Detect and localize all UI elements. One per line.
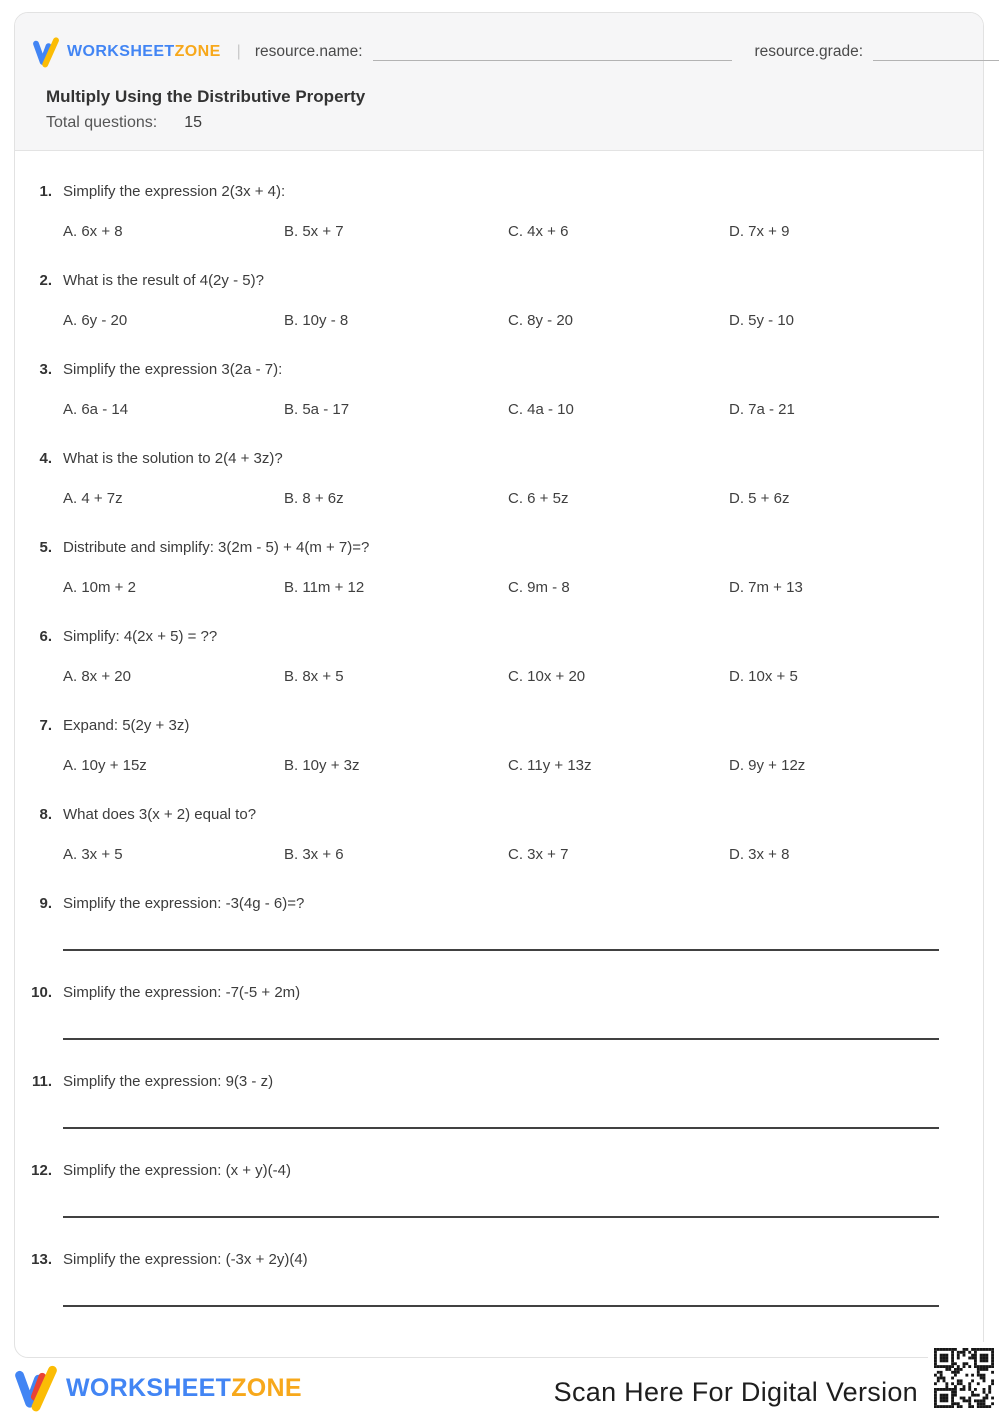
answer-option[interactable]: B. 10y + 3z [284, 757, 360, 774]
question-row [15, 538, 983, 558]
questions-list [15, 151, 983, 1307]
question-row [15, 716, 983, 736]
footer-brand [13, 1364, 302, 1412]
question-row [15, 894, 983, 914]
options-row [63, 311, 953, 331]
answer-option[interactable]: D. 3x + 8 [729, 846, 790, 863]
question-block [15, 894, 983, 951]
question-row [15, 1161, 983, 1181]
answer-line[interactable] [63, 949, 939, 951]
options-row [63, 489, 953, 509]
question-text: What is the result of 4(2y - 5)? [63, 272, 264, 289]
answer-option[interactable]: C. 4x + 6 [508, 223, 569, 240]
question-row [15, 1250, 983, 1270]
question-block [15, 983, 983, 1040]
question-block [15, 182, 983, 242]
answer-option[interactable]: C. 4a - 10 [508, 401, 574, 418]
answer-option[interactable]: A. 10y + 15z [63, 757, 147, 774]
answer-option[interactable]: A. 4 + 7z [63, 490, 123, 507]
answer-option[interactable]: D. 7a - 21 [729, 401, 795, 418]
answer-option[interactable]: B. 10y - 8 [284, 312, 349, 329]
worksheetzone-logo-icon [31, 36, 61, 68]
answer-option[interactable]: A. 3x + 5 [63, 846, 123, 863]
question-block [15, 271, 983, 331]
answer-option[interactable]: A. 8x + 20 [63, 668, 131, 685]
question-text: What does 3(x + 2) equal to? [63, 806, 257, 823]
worksheet-title: Multiply Using the Distributive Property [46, 87, 366, 106]
question-row [15, 1072, 983, 1092]
answer-line[interactable] [63, 1305, 939, 1307]
answer-line[interactable] [63, 1216, 939, 1218]
answer-option[interactable]: C. 8y - 20 [508, 312, 574, 329]
resource-name-blank[interactable] [373, 60, 733, 61]
options-row [63, 845, 953, 865]
question-block [15, 716, 983, 776]
question-number: 4. [39, 450, 52, 467]
question-text: What is the solution to 2(4 + 3z)? [63, 450, 283, 467]
question-text: Simplify the expression: 9(3 - z) [63, 1073, 274, 1090]
brand-worksheet: WORKSHEET [67, 43, 175, 60]
answer-option[interactable]: B. 3x + 6 [284, 846, 344, 863]
answer-option[interactable]: A. 6x + 8 [63, 223, 123, 240]
total-questions-value: 15 [184, 114, 202, 131]
resource-grade-blank[interactable] [873, 60, 999, 61]
question-block [15, 538, 983, 598]
total-questions [46, 114, 967, 132]
question-number: 7. [39, 717, 52, 734]
worksheetzone-brand [31, 36, 221, 68]
options-row [63, 578, 953, 598]
answer-option[interactable]: A. 6y - 20 [63, 312, 128, 329]
brand-text [67, 43, 221, 61]
question-number: 5. [39, 539, 52, 556]
question-row [15, 360, 983, 380]
question-row [15, 983, 983, 1003]
question-block [15, 1072, 983, 1129]
question-text: Expand: 5(2y + 3z) [63, 717, 190, 734]
answer-option[interactable]: D. 5 + 6z [729, 490, 790, 507]
question-block [15, 1161, 983, 1218]
card-header [15, 13, 983, 151]
question-number: 12. [31, 1162, 52, 1179]
resource-name-label: resource.name: [254, 43, 363, 60]
resource-grade-label: resource.grade: [754, 43, 863, 60]
answer-option[interactable]: A. 10m + 2 [63, 579, 136, 596]
question-number: 6. [39, 628, 52, 645]
options-row [63, 667, 953, 687]
scan-here-text: Scan Here For Digital Version [553, 1377, 918, 1407]
question-number: 10. [31, 984, 52, 1001]
question-block [15, 1250, 983, 1307]
options-row [63, 756, 953, 776]
qr-code [928, 1342, 1000, 1414]
answer-option[interactable]: C. 10x + 20 [508, 668, 586, 685]
question-block [15, 360, 983, 420]
question-block [15, 449, 983, 509]
brand-worksheet: WORKSHEET [66, 1373, 232, 1402]
question-text: Simplify the expression: -3(4g - 6)=? [63, 895, 305, 912]
worksheet-card [14, 12, 984, 1358]
answer-option[interactable]: B. 8 + 6z [284, 490, 344, 507]
options-row [63, 222, 953, 242]
brand-zone: ZONE [174, 43, 221, 60]
question-number: 13. [31, 1251, 52, 1268]
separator-pipe: | [236, 43, 241, 60]
worksheetzone-logo-icon [13, 1364, 59, 1412]
answer-option[interactable]: D. 7x + 9 [729, 223, 790, 240]
question-row [15, 805, 983, 825]
header-row [31, 35, 967, 69]
answer-option[interactable]: C. 9m - 8 [508, 579, 570, 596]
question-number: 3. [39, 361, 52, 378]
question-number: 2. [39, 272, 52, 289]
answer-option[interactable]: D. 9y + 12z [729, 757, 806, 774]
question-text: Simplify the expression: -7(-5 + 2m) [63, 984, 301, 1001]
question-row [15, 271, 983, 291]
answer-line[interactable] [63, 1038, 939, 1040]
brand-text [66, 1374, 302, 1403]
answer-option[interactable]: B. 8x + 5 [284, 668, 344, 685]
answer-option[interactable]: D. 10x + 5 [729, 668, 798, 685]
question-text: Simplify the expression: (-3x + 2y)(4) [63, 1251, 308, 1268]
question-block [15, 805, 983, 865]
answer-option[interactable]: B. 5x + 7 [284, 223, 344, 240]
answer-option[interactable]: C. 3x + 7 [508, 846, 569, 863]
answer-line[interactable] [63, 1127, 939, 1129]
answer-option[interactable]: A. 6a - 14 [63, 401, 129, 418]
answer-option[interactable]: B. 5a - 17 [284, 401, 350, 418]
question-block [15, 627, 983, 687]
answer-option[interactable]: B. 11m + 12 [284, 579, 365, 596]
options-row [63, 400, 953, 420]
answer-option[interactable]: D. 7m + 13 [729, 579, 803, 596]
question-number: 11. [31, 1073, 52, 1090]
question-text: Simplify: 4(2x + 5) = ?? [63, 628, 218, 645]
question-number: 9. [39, 895, 52, 912]
question-text: Distribute and simplify: 3(2m - 5) + 4(m + 7)=? [63, 539, 370, 556]
answer-option[interactable]: C. 6 + 5z [508, 490, 569, 507]
question-text: Simplify the expression 2(3x + 4): [63, 183, 286, 200]
brand-zone: ZONE [231, 1373, 302, 1402]
question-row [15, 627, 983, 647]
answer-option[interactable]: D. 5y - 10 [729, 312, 795, 329]
question-number: 1. [39, 183, 52, 200]
question-row [15, 182, 983, 202]
question-text: Simplify the expression: (x + y)(-4) [63, 1162, 291, 1179]
question-text: Simplify the expression 3(2a - 7): [63, 361, 283, 378]
question-number: 8. [39, 806, 52, 823]
total-questions-label: Total questions: [46, 114, 158, 131]
question-row [15, 449, 983, 469]
answer-option[interactable]: C. 11y + 13z [508, 757, 592, 774]
